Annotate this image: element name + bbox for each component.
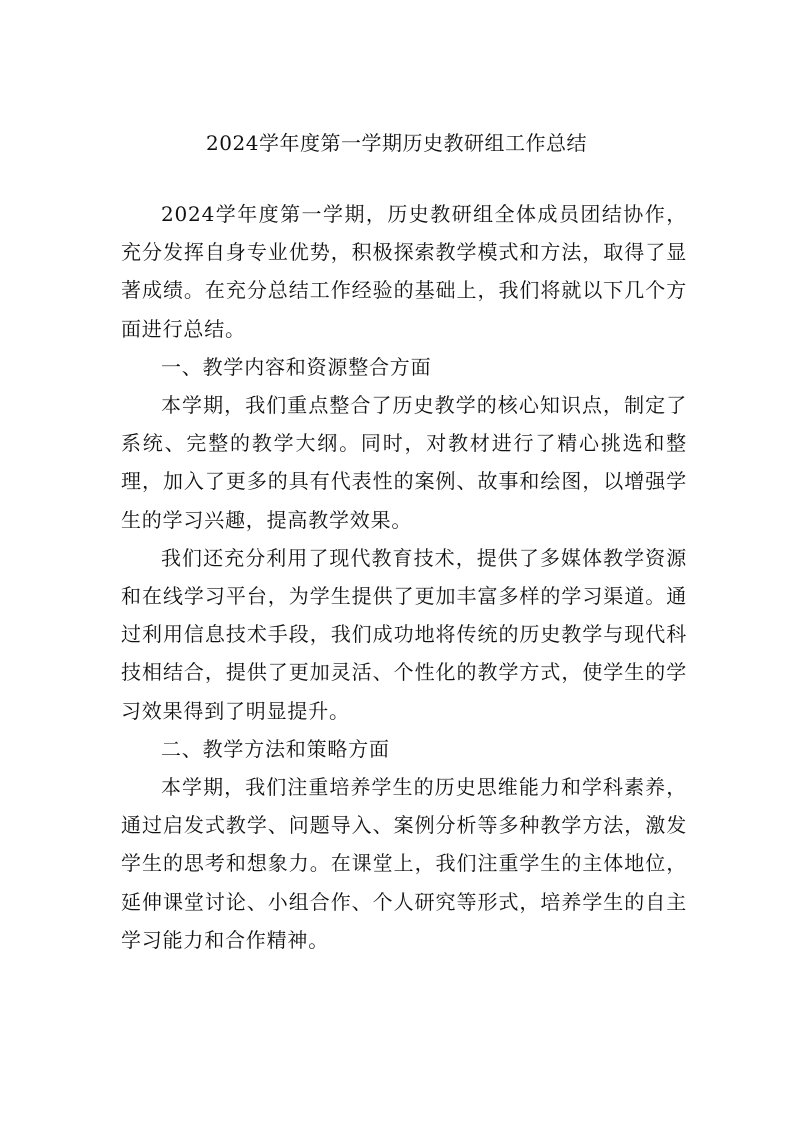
intro-paragraph: 2024学年度第一学期，历史教研组全体成员团结协作，充分发挥自身专业优势，积极探索教学模式和方法，取得了显著成绩。在充分总结工作经验的基础上，我们将就以下几个方面进行总结。 xyxy=(121,202,687,341)
section-heading-methods-strategies: 二、教学方法和策略方面 xyxy=(161,736,390,761)
document-body xyxy=(121,195,687,959)
section-1-paragraph-2: 我们还充分利用了现代教育技术，提供了多媒体教学资源和在线学习平台，为学生提供了更加丰富多样的学习渠道。通过利用信息技术手段，我们成功地将传统的历史教学与现代科技相结合，提供了更加灵活、个性化的教学方式，使学生的学习效果得到了明显提升。 xyxy=(121,545,687,723)
section-1-paragraph-1: 本学期，我们重点整合了历史教学的核心知识点，制定了系统、完整的教学大纲。同时，对教材进行了精心挑选和整理，加入了更多的具有代表性的案例、故事和绘图，以增强学生的学习兴趣，提高教学效果。 xyxy=(121,393,687,532)
document-title: 2024学年度第一学期历史教研组工作总结 xyxy=(206,131,587,155)
section-2-paragraph-1: 本学期，我们注重培养学生的历史思维能力和学科素养，通过启发式教学、问题导入、案例分析等多种教学方法，激发学生的思考和想象力。在课堂上，我们注重学生的主体地位，延伸课堂讨论、小组合作、个人研究等形式，培养学生的自主学习能力和合作精神。 xyxy=(121,775,687,952)
section-heading-content-resources: 一、教学内容和资源整合方面 xyxy=(161,354,432,379)
